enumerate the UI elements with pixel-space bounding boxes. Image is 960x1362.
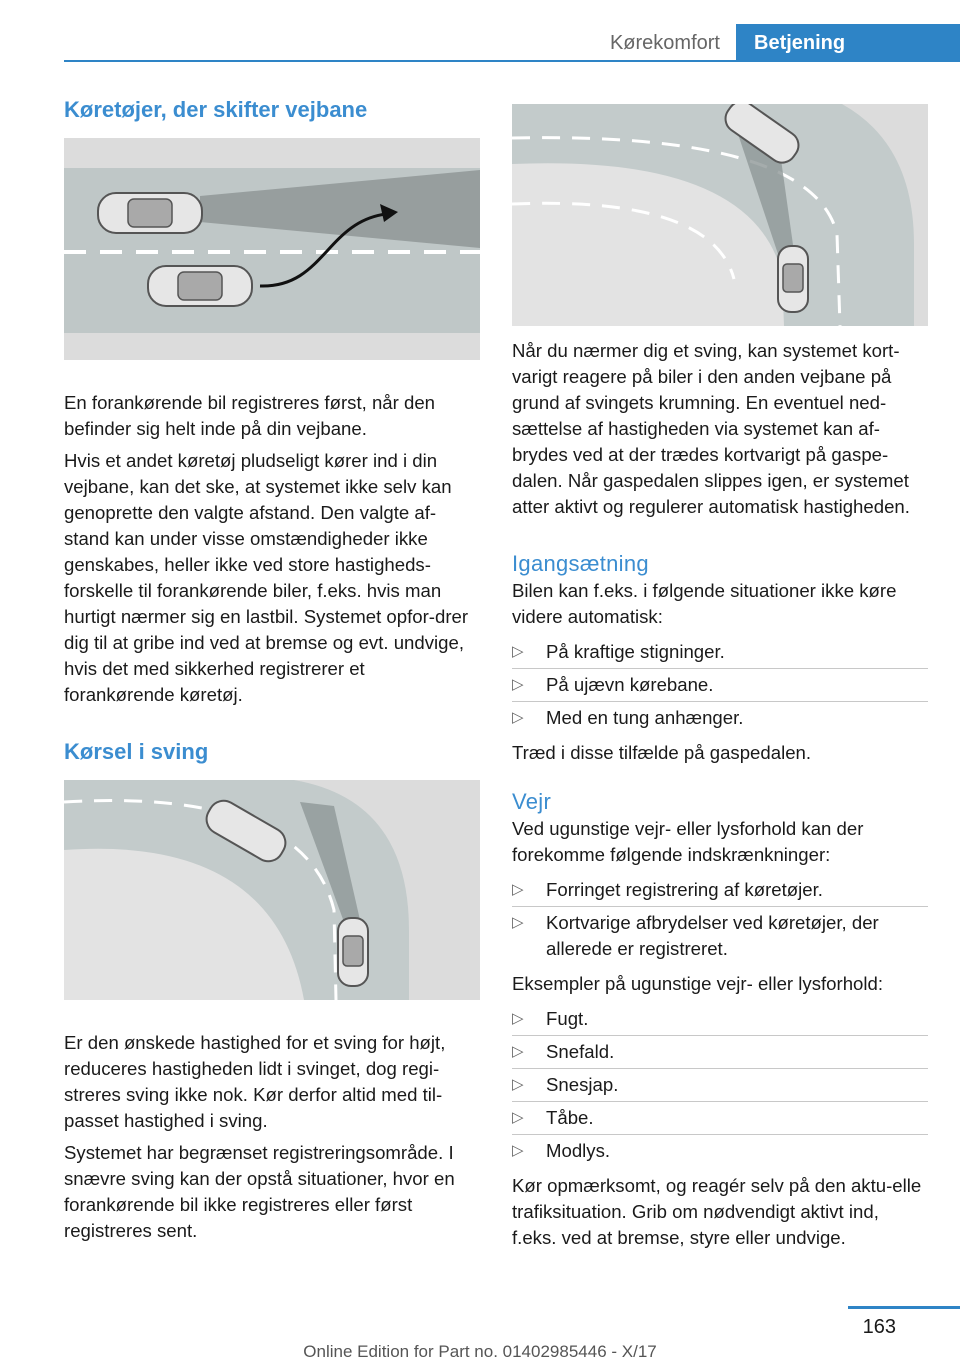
triangle-bullet-icon: ▷ <box>512 676 524 693</box>
paragraph: Når du nærmer dig et sving, kan systemet kort-varigt reagere på biler i den anden vejbane på grund af svingets krumning. En eventuel ned-sættelse af hastigheden via systemet kan af-brydes ved at der trædes kortvarigt på gaspe-dalen. Når gaspedalen slippes igen, er systemet atter aktivt og regulerer automatisk hastigheden. <box>512 340 910 517</box>
paragraph: Ved ugunstige vejr- eller lysforhold kan der forekomme følgende indskrænkninger: <box>512 818 864 865</box>
car-icon <box>98 193 202 233</box>
paragraph: Bilen kan f.eks. i følgende situationer ikke køre videre automatisk: <box>512 580 897 627</box>
list-weather-examples <box>512 1003 928 1167</box>
triangle-bullet-icon: ▷ <box>512 1142 524 1159</box>
car-icon <box>148 266 252 306</box>
paragraph: Hvis et andet køretøj pludseligt kører ind i din vejbane, kan det ske, at systemet ikke selv kan genoprette den valgte afstand. Den valgte af-stand kan under visse omstændigheder ikke genskabes, heller ikke ved store hastigheds-forskelle til forankørende biler, f.eks. hvis man hurtigt nærmer sig en lastbil. Systemet opfor-drer dig til at gribe ind ved at bremse og evt. undvige, hvis det med sikkerhed registrerer et forankørende køretøj. <box>64 450 469 705</box>
illustration-lane-change <box>64 138 480 360</box>
triangle-bullet-icon: ▷ <box>512 914 524 931</box>
triangle-bullet-icon: ▷ <box>512 1109 524 1126</box>
list-item: ▷ På kraftige stigninger. <box>512 636 928 669</box>
triangle-bullet-icon: ▷ <box>512 1010 524 1027</box>
footer-divider <box>848 1306 960 1309</box>
triangle-bullet-icon: ▷ <box>512 709 524 726</box>
heading-curves: Kørsel i sving <box>64 739 209 764</box>
paragraph: Er den ønskede hastighed for et sving for højt, reduceres hastigheden lidt i svinget, dog regi-streres sving ikke nok. Kør derfor altid med til-passet hastighed i sving. <box>64 1032 446 1131</box>
paragraph: Kør opmærksomt, og reagér selv på den aktu-elle trafiksituation. Grib om nødvendigt aktivt ind, f.eks. ved at bremse, styre eller undvige. <box>512 1175 922 1248</box>
right-column <box>512 104 928 1251</box>
list-item: ▷ Tåbe. <box>512 1102 928 1135</box>
illustration-curve <box>64 780 480 1000</box>
heading-weather: Vejr <box>512 789 552 814</box>
paragraph: En forankørende bil registreres først, når den befinder sig helt inde på din vejbane. <box>64 392 436 439</box>
list-item: ▷ Snefald. <box>512 1036 928 1069</box>
edition-note: Online Edition for Part no. 01402985446 - X/17 <box>303 1342 657 1361</box>
list-item: ▷ Snesjap. <box>512 1069 928 1102</box>
left-column <box>64 96 480 1244</box>
list-item: ▷ Med en tung anhænger. <box>512 702 928 734</box>
paragraph: Eksempler på ugunstige vejr- eller lysforhold: <box>512 973 884 994</box>
section-tab: Kørekomfort <box>609 32 720 54</box>
chapter-tab: Betjening <box>736 24 960 62</box>
list-item: ▷ Forringet registrering af køretøjer. <box>512 874 928 907</box>
list-item: ▷ Fugt. <box>512 1003 928 1036</box>
triangle-bullet-icon: ▷ <box>512 881 524 898</box>
heading-lane-change: Køretøjer, der skifter vejbane <box>64 97 368 122</box>
triangle-bullet-icon: ▷ <box>512 1076 524 1093</box>
paragraph: Systemet har begrænset registreringsområde. I snævre sving kan der opstå situationer, hvor en forankørende bil ikke registreres eller først registreres sent. <box>64 1142 455 1241</box>
car-icon <box>338 918 368 986</box>
list-item: ▷ På ujævn kørebane. <box>512 669 928 702</box>
list-start-conditions <box>512 636 928 734</box>
list-item: ▷ Kortvarige afbrydelser ved køretøjer, der allerede er registreret. <box>512 912 879 959</box>
list-weather-limits <box>512 874 928 965</box>
heading-start: Igangsætning <box>512 551 649 576</box>
page-number: 163 <box>862 1316 896 1338</box>
illustration-curve-oncoming <box>512 104 928 326</box>
list-item: ▷ Modlys. <box>512 1135 928 1167</box>
paragraph: Træd i disse tilfælde på gaspedalen. <box>512 742 812 763</box>
triangle-bullet-icon: ▷ <box>512 643 524 660</box>
page-header <box>64 24 960 62</box>
car-icon <box>778 246 808 312</box>
triangle-bullet-icon: ▷ <box>512 1043 524 1060</box>
